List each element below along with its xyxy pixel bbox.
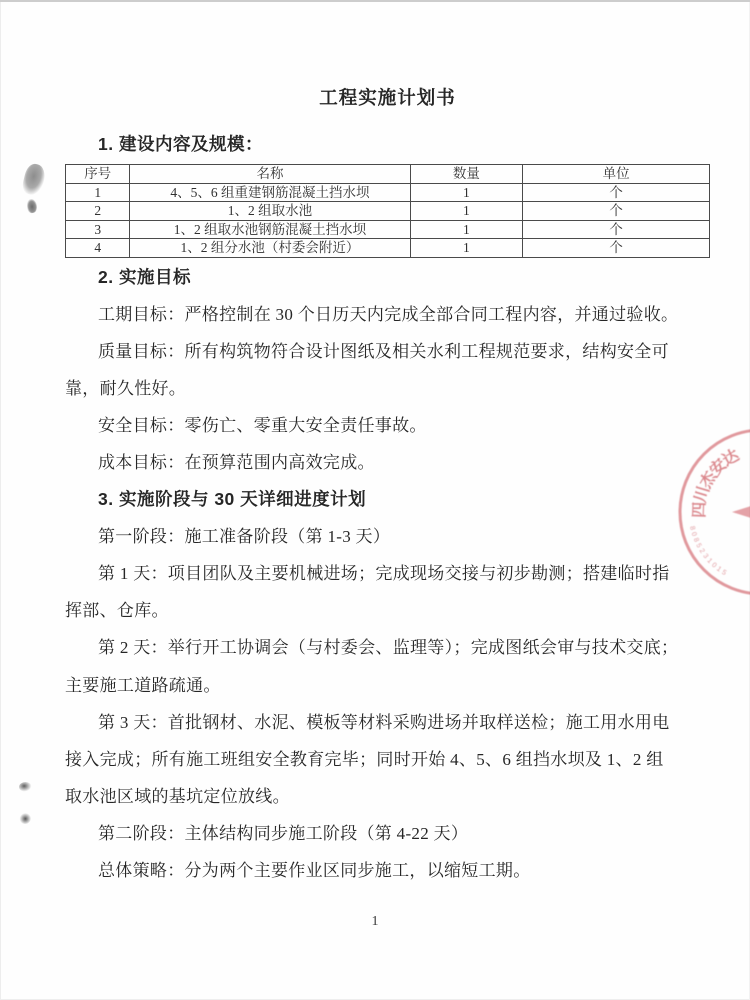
document-line: 安全目标：零伤亡、零重大安全责任事故。 — [98, 415, 427, 435]
seal-serial-digit: 2 — [697, 547, 706, 555]
table-cell: 1 — [410, 239, 523, 258]
document-line: 第 1 天：项目团队及主要机械进场；完成现场交接与初步勘测；搭建临时指 — [98, 564, 670, 584]
table-row — [66, 183, 710, 202]
table-cell: 个 — [523, 239, 710, 258]
document-title: 工程实施计划书 — [319, 89, 456, 109]
table-cell: 1 — [410, 183, 523, 202]
document-content — [0, 86, 750, 889]
seal-serial-digit: 1 — [705, 557, 714, 565]
table-cell: 1、2 组取水池 — [130, 202, 410, 221]
table-cell: 3 — [66, 220, 130, 239]
document-line: 总体策略：分为两个主要作业区同步施工，以缩短工期。 — [98, 861, 531, 880]
table-header-cell: 单位 — [523, 165, 710, 184]
document-line: 成本目标：在预算范围内高效完成。 — [98, 452, 375, 472]
document-line: 靠，耐久性好。 — [65, 378, 187, 398]
construction-items-table — [65, 164, 710, 258]
table-row — [66, 220, 710, 239]
seal-arc-char: 安 — [706, 456, 731, 480]
seal-serial-digit: 1 — [715, 565, 723, 574]
table-cell: 个 — [523, 220, 710, 239]
section-1-heading: 1. 建设内容及规模： — [98, 134, 263, 154]
seal-serial-digit: 0 — [689, 531, 698, 538]
table-header-cell: 序号 — [66, 165, 130, 184]
table-header-row — [66, 165, 710, 184]
seal-arc-char: 川 — [692, 484, 713, 505]
seal-serial-digit: 0 — [710, 561, 718, 570]
table-cell: 个 — [523, 202, 710, 221]
table-cell: 4、5、6 组重建钢筋混凝土挡水坝 — [130, 183, 410, 202]
table-row — [66, 239, 710, 258]
seal-serial-digit: 5 — [720, 569, 728, 578]
document-line: 第 3 天：首批钢材、水泥、模板等材料采购进场并取样送检；施工用水用电 — [98, 712, 670, 732]
document-line: 第 2 天：举行开工协调会（与村委会、监理等）；完成图纸会审与技术交底； — [98, 638, 679, 658]
section-heading-line: 3. 实施阶段与 30 天详细进度计划 — [98, 489, 367, 510]
document-line: 挥部、仓库。 — [65, 601, 169, 621]
document-line: 工期目标：严格控制在 30 个日历天内完成全部合同工程内容，并通过验收。 — [98, 304, 679, 324]
table-cell: 1、2 组取水池钢筋混凝土挡水坝 — [130, 220, 410, 239]
table-header-cell: 数量 — [410, 165, 523, 184]
seal-serial-digit: 5 — [694, 542, 703, 550]
table-body — [66, 183, 710, 257]
table-cell: 1 — [410, 220, 523, 239]
seal-serial-digit: 8 — [691, 536, 700, 544]
table-cell: 个 — [523, 183, 710, 202]
table-header-cell: 名称 — [130, 165, 410, 184]
table-cell: 2 — [66, 202, 130, 221]
document-line: 接入完成；所有施工班组安全教育完毕；同时开始 4、5、6 组挡水坝及 1、2 组 — [65, 749, 664, 769]
document-line: 第二阶段：主体结构同步施工阶段（第 4-22 天） — [98, 823, 469, 843]
table-cell: 1 — [66, 183, 130, 202]
table-cell: 1 — [410, 202, 523, 221]
seal-arc-char: 四 — [691, 501, 709, 519]
seal-arc-char: 杰 — [697, 468, 721, 492]
seal-serial-digit: 3 — [701, 552, 710, 561]
section-heading-line: 2. 实施目标 — [98, 266, 191, 287]
document-line: 第一阶段：施工准备阶段（第 1-3 天） — [98, 527, 391, 547]
document-line: 质量目标：所有构筑物符合设计图纸及相关水利工程规范要求，结构安全可 — [98, 341, 669, 361]
document-line: 主要施工道路疏通。 — [65, 675, 221, 695]
table-cell: 1、2 组分水池（村委会附近） — [130, 239, 410, 258]
ink-smudge — [19, 782, 32, 792]
table-row — [66, 202, 710, 221]
seal-arc-char: 达 — [719, 446, 743, 470]
page-number: 1 — [371, 914, 379, 929]
document-line: 取水池区域的基坑定位放线。 — [65, 786, 290, 806]
seal-serial-digit: 8 — [687, 525, 696, 531]
table-cell: 4 — [66, 239, 130, 258]
document-body — [65, 259, 710, 890]
